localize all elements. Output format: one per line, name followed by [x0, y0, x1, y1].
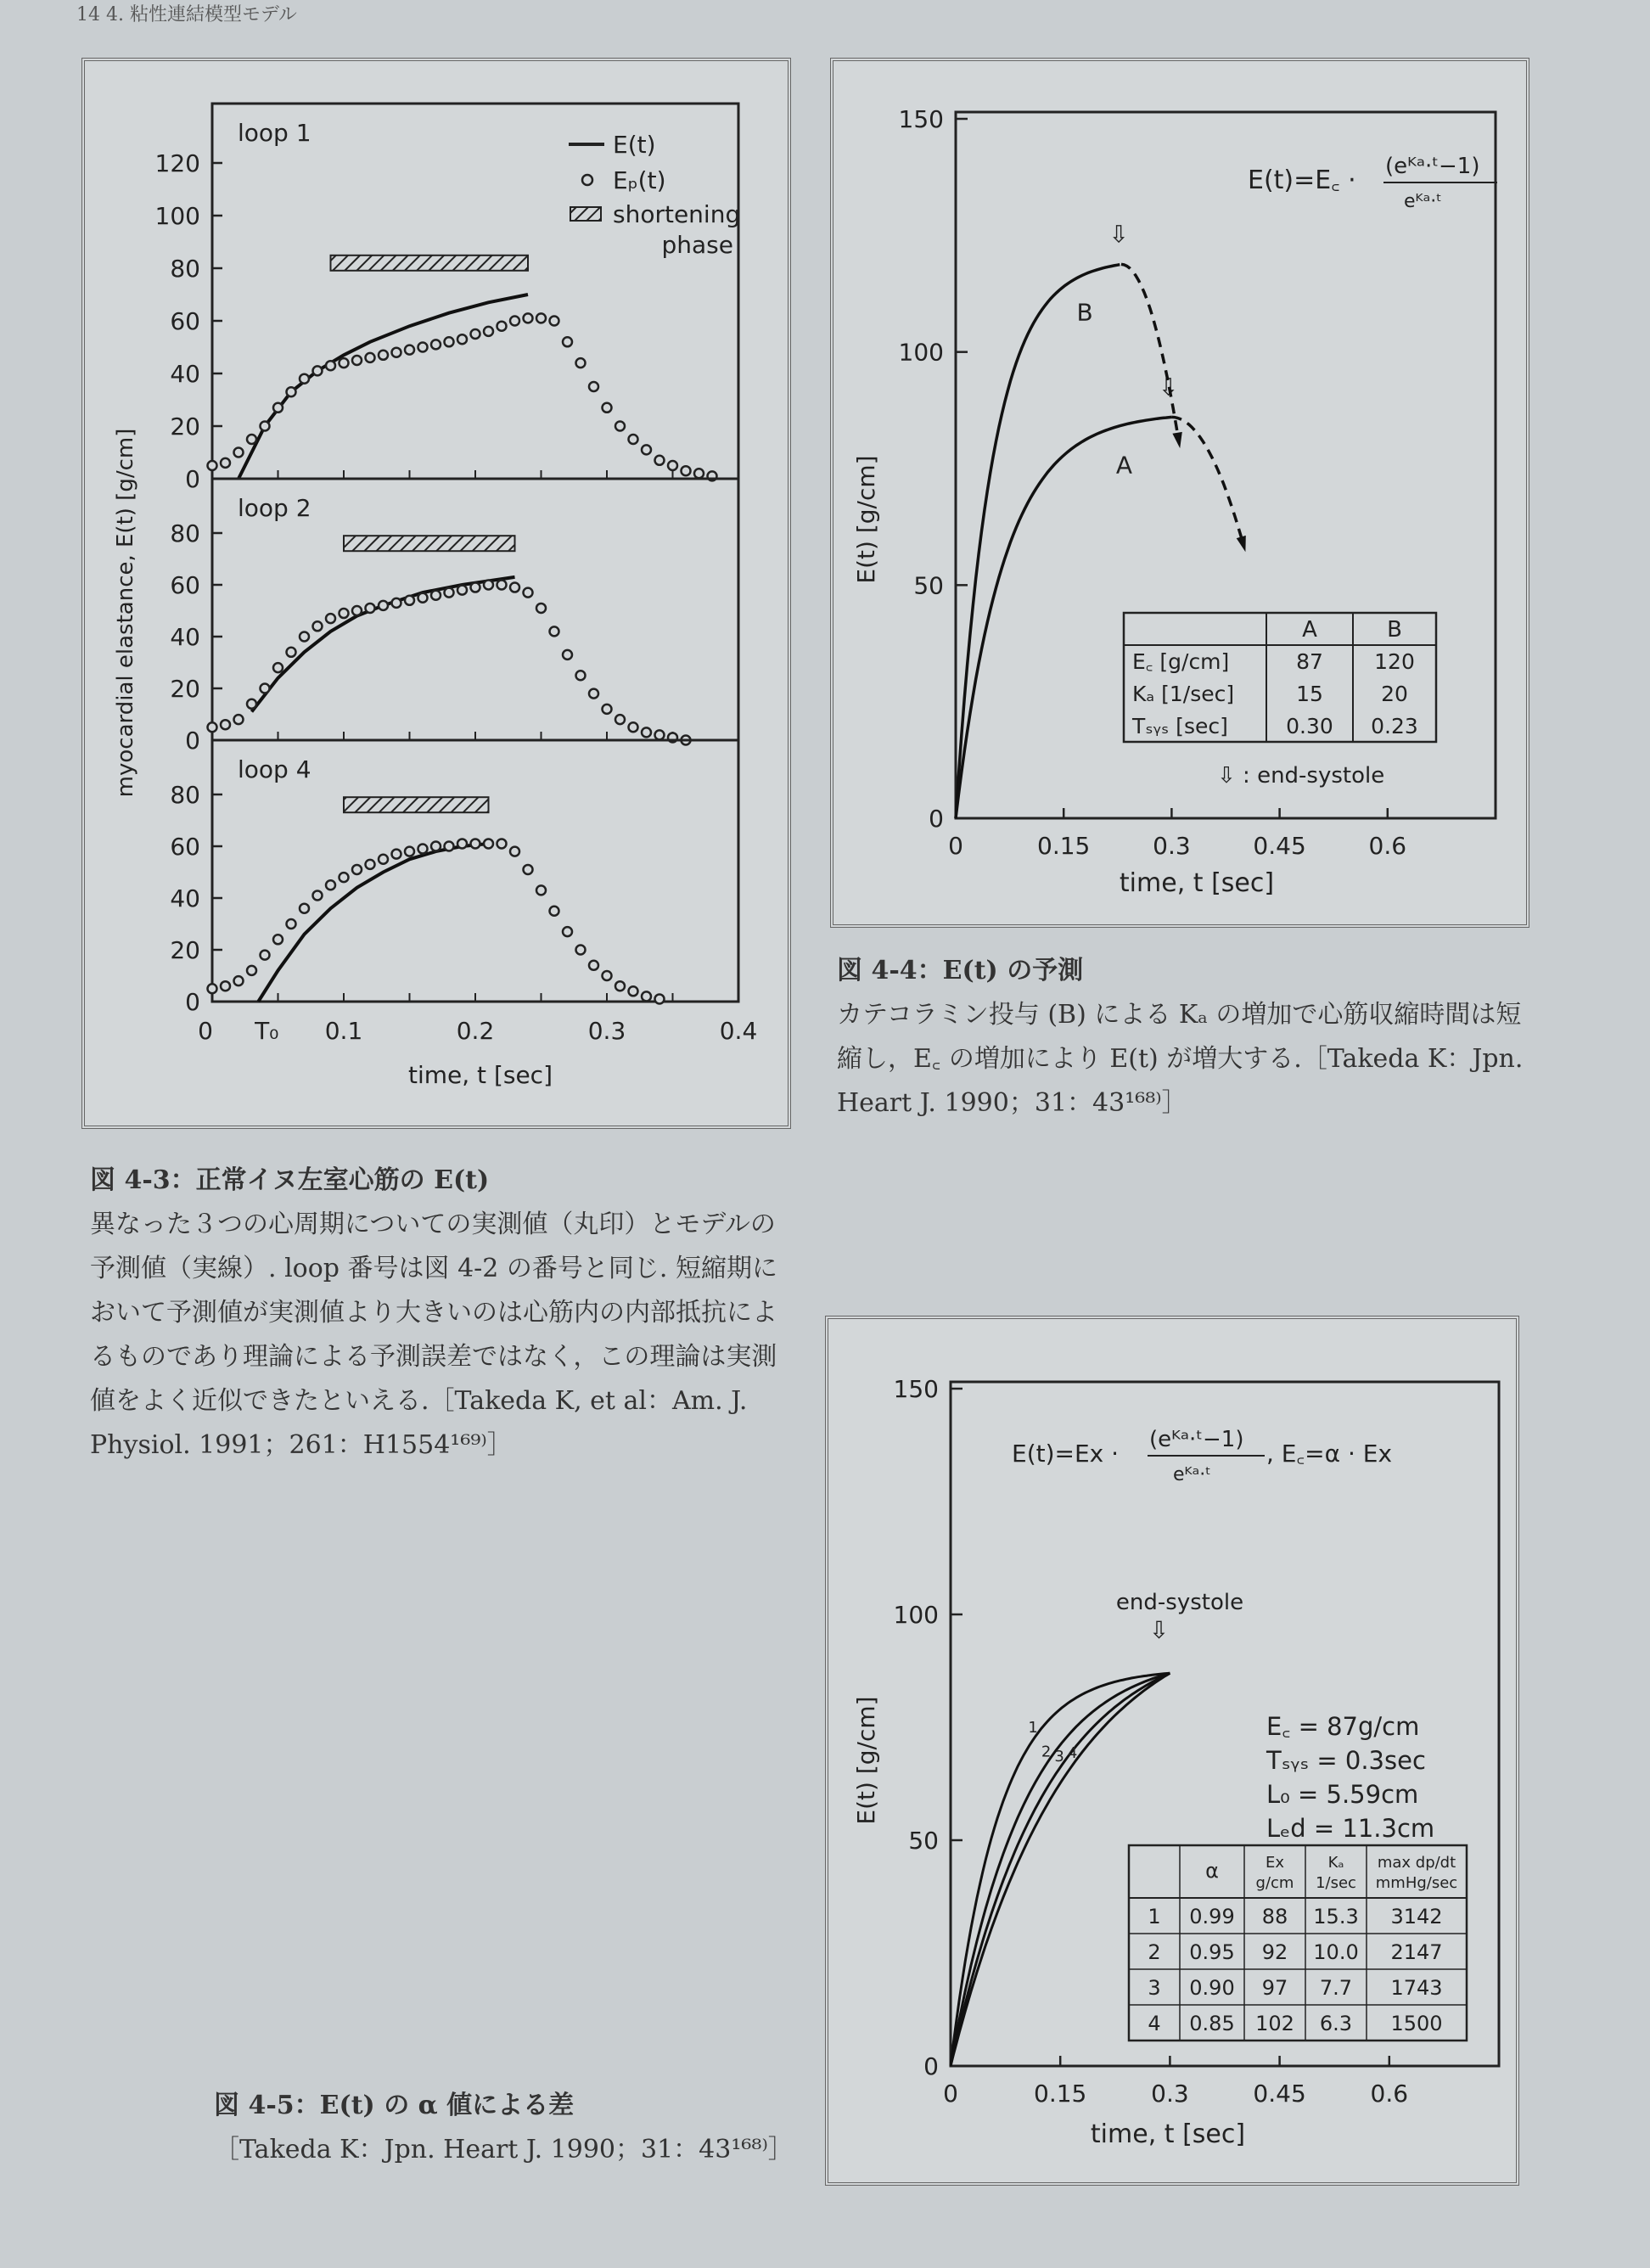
fig45-caption-body: ［Takeda K：Jpn. Heart J. 1990；31：43¹⁶⁸⁾］: [214, 2135, 794, 2164]
fig43-measured-point: [536, 603, 546, 613]
fig43-measured-point: [563, 650, 572, 660]
fig44-table-header: A: [1302, 617, 1317, 643]
fig45-param: Tₛᵧₛ = 0.3sec: [1266, 1746, 1426, 1775]
fig43-measured-point: [273, 935, 283, 944]
fig45-table-cell: 97: [1261, 1976, 1288, 2000]
fig44-caption-body: カテコラミン投与 (B) による Kₐ の増加で心筋収縮時間は短縮し，E꜀ の増加により E(t) が増大する.［Takeda K：Jpn. Heart J. 1990；31：43¹⁶⁸⁾］: [837, 1000, 1524, 1118]
fig45-curve-label-3: 3: [1054, 1747, 1064, 1766]
fig43-measured-point: [471, 839, 480, 848]
fig44-x-tick-label: 0.15: [1037, 832, 1091, 860]
fig45-table-cell: 3: [1148, 1976, 1161, 2000]
fig43-y-tick-label: 0: [185, 988, 200, 1016]
fig43-measured-point: [589, 689, 598, 699]
fig45-y-tick-label: 100: [893, 1601, 939, 1629]
fig43-measured-point: [484, 839, 493, 848]
fig45-x-tick-label: 0.3: [1151, 2080, 1189, 2108]
fig43-measured-point: [418, 343, 428, 352]
fig43-measured-point: [603, 705, 612, 714]
fig43-y-tick-label: 20: [170, 413, 200, 441]
fig44-x-tick-label: 0.45: [1253, 832, 1306, 860]
fig43-measured-point: [457, 334, 467, 344]
fig43-measured-point: [287, 648, 296, 657]
fig43-measured-point: [352, 606, 362, 615]
fig43-measured-point: [615, 715, 625, 724]
fig44-chart: [833, 61, 1526, 924]
fig44-table-header: B: [1387, 617, 1402, 643]
fig43-panel-title: loop 4: [238, 755, 311, 783]
fig43-measured-point: [471, 583, 480, 592]
fig43-measured-point: [300, 374, 309, 384]
fig43-y-tick-label: 80: [170, 255, 200, 283]
fig45-table-cell: 92: [1261, 1940, 1288, 1964]
fig43-measured-point: [221, 720, 230, 729]
fig44-dashed-B: [1121, 264, 1179, 441]
fig43-measured-point: [392, 348, 401, 357]
fig45-table-header: g/cm: [1255, 1874, 1294, 1892]
fig45-caption: [214, 2084, 808, 2172]
fig43-panel-1-frame: [212, 104, 741, 479]
fig45-formula-num: (eᴷᵃ·ᵗ−1): [1149, 1427, 1244, 1452]
fig43-measured-point: [221, 458, 230, 468]
fig44-endsys-arrow: ⇩: [1108, 220, 1129, 249]
fig45-table-cell: 2: [1148, 1940, 1161, 1964]
fig43-measured-point: [682, 466, 691, 475]
fig43-measured-point: [484, 327, 493, 336]
fig43-y-tick-label: 20: [170, 936, 200, 964]
fig44-x-tick-label: 0: [948, 832, 963, 860]
fig43-measured-point: [418, 593, 428, 603]
fig43-measured-point: [392, 850, 401, 859]
fig44-table-cell: Tₛᵧₛ [sec]: [1132, 714, 1228, 738]
fig43-caption-body: 異なった３つの心周期についての実測値（丸印）とモデルの予測値（実線）. loop 番号は図 4-2 の番号と同じ. 短縮期において予測値が実測値より大きいのは心筋内の内部抵抗によるものであり理論による予測誤差ではなく，この理論は実測値をよく近似できたといえる.［Takeda K, et al：Am. J. Physiol. 1991；261：H1554¹⁶⁹⁾］: [90, 1210, 777, 1460]
fig43-x-tick-label: 0.4: [719, 1017, 758, 1045]
fig43-measured-point: [536, 885, 546, 895]
fig45-table-header: max dp/dt: [1377, 1854, 1456, 1872]
fig45-y-tick-label: 150: [893, 1375, 939, 1403]
fig43-y-tick-label: 0: [185, 727, 200, 755]
fig45-curve-label-2: 2: [1041, 1743, 1052, 1761]
fig43-caption: [90, 1159, 786, 1468]
fig45-table-cell: 88: [1261, 1905, 1288, 1928]
fig45-table-cell: 4: [1148, 2012, 1161, 2035]
fig43-measured-point: [655, 456, 665, 465]
fig43-measured-point: [445, 588, 454, 598]
fig45-ylabel: E(t) [g/cm]: [852, 1696, 880, 1825]
fig43-y-tick-label: 60: [170, 833, 200, 861]
fig44-arrowhead-B: [1172, 432, 1181, 448]
fig45-table-cell: 1743: [1390, 1976, 1443, 2000]
fig43-measured-point: [497, 839, 507, 848]
fig44-table-cell: E꜀ [g/cm]: [1132, 649, 1230, 674]
fig43-measured-point: [642, 727, 651, 737]
fig44-table-cell: 0.30: [1286, 714, 1333, 738]
fig43-measured-point: [576, 946, 586, 955]
fig43-measured-point: [392, 598, 401, 608]
fig43-measured-point: [208, 722, 217, 732]
fig43-x-tick-label: 0.1: [324, 1017, 363, 1045]
fig43-measured-point: [313, 890, 323, 900]
fig43-measured-point: [273, 663, 283, 672]
fig43-measured-point: [497, 581, 507, 590]
fig43-caption-title: 図 4-3：正常イヌ左室心筋の E(t): [90, 1165, 490, 1195]
fig43-measured-point: [615, 422, 625, 431]
fig45-table-cell: 0.99: [1189, 1905, 1235, 1928]
fig44-table-cell: 20: [1381, 682, 1408, 706]
fig43-chart: [85, 61, 788, 1126]
fig45-param: Lₑd = 11.3cm: [1266, 1814, 1435, 1843]
fig44-table-cell: 87: [1296, 649, 1323, 674]
fig44-curve-label-B: B: [1076, 298, 1093, 327]
fig44-endsys-note: ⇩ : end-systole: [1217, 763, 1385, 789]
fig44-y-tick-label: 50: [913, 571, 944, 600]
fig45-x-tick-label: 0.15: [1034, 2080, 1087, 2108]
fig44-ylabel: E(t) [g/cm]: [852, 455, 880, 584]
legend-hatch-label-2: phase: [661, 231, 733, 259]
fig43-measured-point: [352, 356, 362, 365]
fig43-measured-point: [510, 317, 519, 326]
fig44-frame: [830, 58, 1529, 928]
fig45-table-cell: 6.3: [1319, 2012, 1353, 2035]
fig43-measured-point: [629, 435, 638, 444]
fig45-table-cell: 3142: [1390, 1905, 1443, 1928]
fig43-measured-point: [431, 340, 441, 349]
fig43-model-line: [239, 295, 528, 479]
fig43-measured-point: [261, 951, 270, 960]
fig43-measured-point: [524, 588, 533, 598]
fig45-frame: [825, 1316, 1519, 2186]
fig45-formula-right: , E꜀=α · Ex: [1266, 1440, 1393, 1468]
fig43-measured-point: [589, 382, 598, 391]
fig43-measured-point: [418, 845, 428, 854]
fig44-y-tick-label: 0: [929, 805, 944, 833]
legend-circle-swatch: [582, 175, 592, 185]
fig45-chart: [828, 1319, 1516, 2182]
fig45-params: [1266, 1712, 1434, 1843]
fig44-table-cell: 15: [1296, 682, 1323, 706]
fig45-table-cell: 7.7: [1319, 1976, 1353, 2000]
fig43-measured-point: [366, 860, 375, 869]
fig43-measured-point: [615, 981, 625, 991]
fig43-y-tick-label: 60: [170, 571, 200, 599]
fig43-measured-point: [510, 847, 519, 856]
fig43-measured-point: [273, 403, 283, 413]
fig43-y-tick-label: 80: [170, 781, 200, 809]
fig43-measured-point: [655, 994, 665, 1003]
fig43-measured-point: [326, 361, 335, 370]
fig44-x-tick-label: 0.3: [1153, 832, 1191, 860]
running-head: 14 4. 粘性連結模型モデル: [76, 4, 297, 25]
fig43-ylabel: myocardial elastance, E(t) [g/cm]: [113, 428, 138, 798]
fig43-measured-point: [340, 873, 349, 882]
legend-hatch-label: shortening: [613, 200, 741, 228]
fig43-measured-point: [550, 907, 559, 916]
fig43-measured-point: [247, 435, 256, 444]
fig43-measured-point: [563, 337, 572, 346]
fig45-formula-den: eᴷᵃ·ᵗ: [1173, 1464, 1211, 1485]
fig43-y-tick-label: 100: [154, 202, 200, 230]
legend-line-label: E(t): [613, 131, 656, 159]
fig43-measured-point: [300, 632, 309, 642]
fig45-table-cell: 0.90: [1189, 1976, 1235, 2000]
fig43-measured-point: [234, 976, 244, 985]
fig43-measured-point: [379, 351, 388, 360]
fig45-table-cell: 0.95: [1189, 1940, 1235, 1964]
fig45-table-header: mmHg/sec: [1375, 1874, 1458, 1892]
fig43-measured-point: [405, 847, 414, 856]
fig45-table-cell: 1: [1148, 1905, 1161, 1928]
fig43-shortening-bar: [344, 536, 515, 551]
fig43-measured-point: [326, 880, 335, 890]
fig45-caption-title: 図 4-5：E(t) の α 値による差: [214, 2091, 575, 2120]
fig43-measured-point: [694, 469, 704, 478]
fig43-measured-point: [326, 614, 335, 623]
fig43-measured-point: [510, 583, 519, 592]
fig45-curve-label-1: 1: [1028, 1718, 1038, 1737]
fig43-panel-title: loop 1: [238, 119, 311, 147]
fig43-measured-point: [550, 626, 559, 636]
fig43-measured-point: [445, 842, 454, 851]
fig43-measured-point: [589, 961, 598, 970]
fig45-table-cell: 0.85: [1189, 2012, 1235, 2035]
fig45-table-header: 1/sec: [1316, 1874, 1356, 1892]
fig44-x-tick-label: 0.6: [1368, 832, 1407, 860]
fig45-table-cell: 10.0: [1313, 1940, 1359, 1964]
fig45-table-cell: 1500: [1390, 2012, 1443, 2035]
fig43-measured-point: [313, 366, 323, 375]
fig44-curve-label-A: A: [1115, 451, 1133, 480]
fig43-measured-point: [536, 313, 546, 323]
fig43-y-tick-label: 80: [170, 519, 200, 547]
fig43-measured-point: [352, 865, 362, 874]
fig44-y-tick-label: 150: [898, 105, 944, 133]
fig45-y-tick-label: 50: [908, 1827, 939, 1855]
fig43-measured-point: [668, 461, 677, 470]
fig43-measured-point: [603, 971, 612, 980]
fig44-table-cell: Kₐ [1/sec]: [1132, 682, 1235, 706]
fig45-curve-label-4: 4: [1067, 1743, 1078, 1762]
fig44-arrowhead-A: [1237, 536, 1246, 552]
fig43-y-tick-label: 40: [170, 360, 200, 388]
fig45-param: L₀ = 5.59cm: [1266, 1780, 1419, 1809]
fig44-xlabel: time, t [sec]: [1119, 868, 1275, 898]
fig43-measured-point: [629, 722, 638, 732]
fig44-caption: [837, 949, 1541, 1126]
fig43-measured-point: [471, 329, 480, 339]
fig43-measured-point: [576, 671, 586, 680]
fig43-measured-point: [497, 322, 507, 331]
fig43-measured-point: [457, 586, 467, 595]
fig45-table-header: Ex: [1265, 1854, 1285, 1872]
fig43-measured-point: [576, 358, 586, 368]
fig44-y-tick-label: 100: [898, 338, 944, 367]
fig43-panel-title: loop 2: [238, 494, 311, 522]
fig45-formula-left: E(t)=Ex ·: [1012, 1440, 1120, 1468]
fig43-measured-point: [524, 313, 533, 323]
legend-hatch-swatch: [570, 207, 601, 221]
fig45-x-tick-label: 0: [943, 2080, 958, 2108]
fig45-param-table: [1129, 1845, 1467, 2041]
fig43-measured-point: [208, 461, 217, 470]
fig43-x-tick-label: 0: [198, 1017, 213, 1045]
fig44-table-cell: 120: [1374, 649, 1415, 674]
fig43-measured-point: [642, 991, 651, 1001]
fig43-measured-point: [379, 855, 388, 864]
fig43-measured-point: [340, 358, 349, 368]
fig43-y-tick-label: 0: [185, 465, 200, 493]
fig44-formula-left: E(t)=E꜀ ·: [1248, 166, 1356, 195]
fig43-measured-point: [366, 603, 375, 613]
fig43-y-tick-label: 20: [170, 675, 200, 703]
fig43-measured-point: [445, 337, 454, 346]
fig45-x-tick-label: 0.45: [1253, 2080, 1306, 2108]
fig44-dashed-A: [1171, 417, 1243, 545]
fig43-measured-point: [431, 842, 441, 851]
fig43-measured-point: [313, 621, 323, 631]
fig43-measured-point: [405, 596, 414, 605]
fig43-y-tick-label: 60: [170, 307, 200, 335]
fig43-measured-point: [287, 919, 296, 929]
fig43-measured-point: [457, 839, 467, 848]
fig43-y-tick-label: 40: [170, 884, 200, 912]
fig43-measured-point: [247, 966, 256, 975]
fig43-measured-point: [208, 984, 217, 993]
fig43-x-tick-label: 0.3: [587, 1017, 626, 1045]
fig43-x-tick-label: 0.2: [456, 1017, 495, 1045]
fig45-xlabel: time, t [sec]: [1090, 2119, 1246, 2149]
fig43-xlabel: time, t [sec]: [408, 1061, 553, 1089]
fig43-measured-point: [484, 581, 493, 590]
fig43-measured-point: [300, 904, 309, 913]
fig43-shortening-bar: [344, 797, 489, 812]
fig43-measured-point: [550, 317, 559, 326]
fig43-measured-point: [247, 699, 256, 709]
fig43-measured-point: [234, 448, 244, 458]
fig43-measured-point: [261, 422, 270, 431]
fig43-measured-point: [629, 986, 638, 996]
fig43-measured-point: [366, 353, 375, 362]
fig43-y-tick-label: 40: [170, 623, 200, 651]
fig43-measured-point: [655, 730, 665, 739]
fig44-caption-title: 図 4-4：E(t) の予測: [837, 956, 1084, 985]
fig43-measured-point: [405, 345, 414, 355]
fig44-param-table: [1124, 613, 1436, 742]
fig43-measured-point: [379, 601, 388, 610]
fig44-formula-num: (eᴷᵃ·ᵗ−1): [1385, 154, 1480, 179]
fig43-measured-point: [642, 445, 651, 454]
fig43-x-tick-label: T₀: [255, 1017, 279, 1045]
fig43-measured-point: [563, 927, 572, 936]
fig43-measured-point: [340, 609, 349, 618]
fig45-table-cell: 2147: [1390, 1940, 1443, 1964]
fig43-measured-point: [431, 591, 441, 600]
fig44-endsys-arrow: ⇩: [1158, 373, 1179, 401]
fig43-measured-point: [234, 715, 244, 724]
fig44-formula-den: eᴷᵃ·ᵗ: [1404, 191, 1442, 212]
fig43-measured-point: [261, 684, 270, 693]
fig45-endsys-arrow: ⇩: [1148, 1616, 1170, 1644]
fig45-table-cell: 15.3: [1313, 1905, 1359, 1928]
fig43-model-line: [252, 577, 515, 712]
fig45-table-header: Kₐ: [1327, 1854, 1344, 1872]
fig44-table-cell: 0.23: [1371, 714, 1418, 738]
fig43-measured-point: [603, 403, 612, 413]
fig45-endsys-label: end-systole: [1115, 1590, 1244, 1615]
fig43-y-tick-label: 120: [154, 149, 200, 177]
fig45-x-tick-label: 0.6: [1370, 2080, 1409, 2108]
fig43-measured-point: [221, 981, 230, 991]
fig45-table-header: α: [1205, 1859, 1219, 1883]
fig43-frame: [81, 58, 791, 1129]
fig43-shortening-bar: [331, 255, 529, 271]
fig43-measured-point: [287, 387, 296, 396]
fig43-measured-point: [524, 865, 533, 874]
fig45-y-tick-label: 0: [923, 2052, 939, 2080]
fig45-table-cell: 102: [1255, 2012, 1294, 2035]
fig44-curve-B: [956, 265, 1120, 818]
fig45-param: E꜀ = 87g/cm: [1266, 1712, 1420, 1741]
legend-circle-label: Eₚ(t): [613, 166, 666, 194]
